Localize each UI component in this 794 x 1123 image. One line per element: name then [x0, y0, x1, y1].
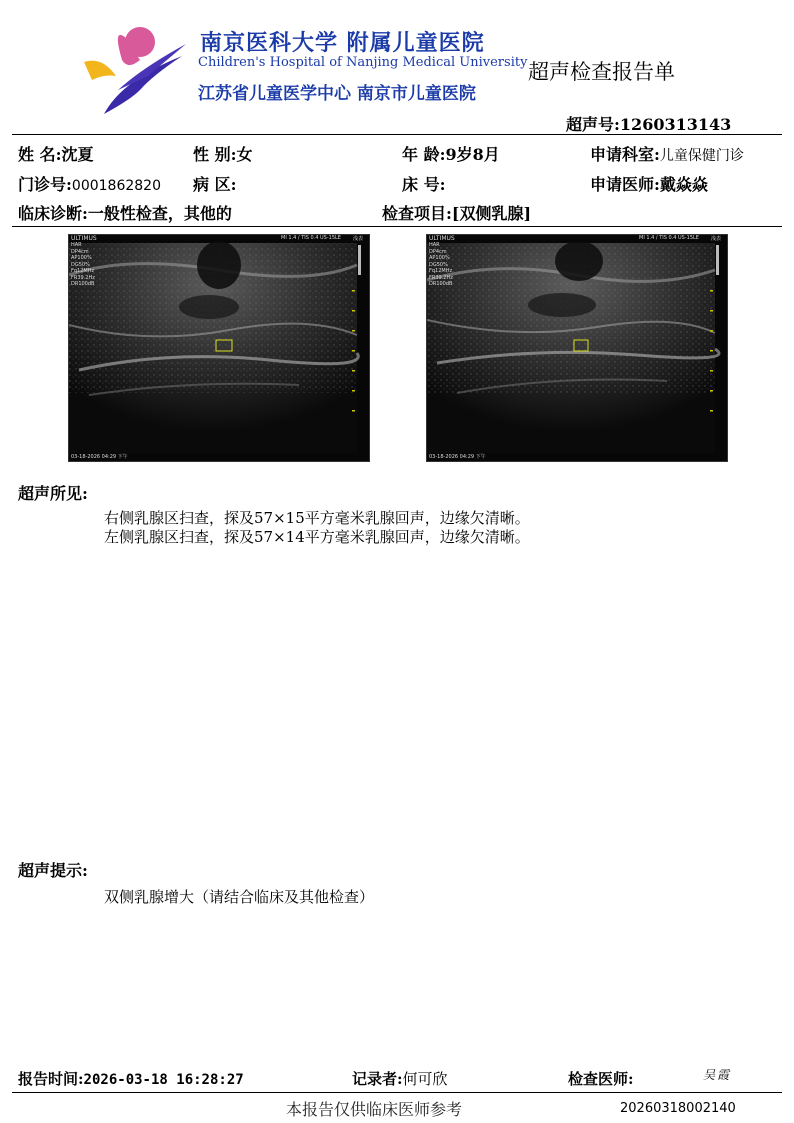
hospital-subtitle: 江苏省儿童医学中心 南京市儿童医院 — [198, 84, 476, 104]
ultrasound-brand: ULTIMUS — [71, 235, 97, 242]
report-time: 2026-03-18 16:28:27 — [83, 1072, 244, 1088]
examiner-label: 检查医师: — [568, 1070, 634, 1088]
param: DG50% — [71, 261, 90, 268]
report-time-field — [18, 1068, 244, 1089]
impression-title: 超声提示: — [18, 861, 88, 880]
ultrasound-top-info: MI 1.4 / TIS 0.4 US-15LE — [281, 235, 341, 241]
ultrasound-params — [429, 242, 453, 288]
ultrasound-scan-graphic — [427, 235, 727, 461]
patient-name: 沈夏 — [61, 145, 94, 164]
reference-note: 本报告仅供临床医师参考 — [286, 1100, 463, 1119]
request-dept-field — [590, 142, 744, 165]
clinic-number: 0001862820 — [71, 178, 161, 194]
param: DR100dB — [71, 281, 95, 287]
patient-age-field — [402, 142, 500, 165]
recorder-label: 记录者: — [352, 1070, 403, 1088]
ultrasound-top-info: MI 1.4 / TIS 0.4 US-15LE — [639, 235, 699, 241]
ultrasound-mode: 浅表 — [711, 236, 722, 242]
bed-field — [402, 172, 445, 195]
param: HAR — [429, 242, 440, 248]
ultrasound-image-left-breast — [426, 234, 728, 462]
request-dept: 儿童保健门诊 — [659, 148, 744, 164]
ward-field — [193, 172, 236, 195]
patient-name-field — [18, 142, 94, 165]
bed-label: 床 号: — [402, 175, 446, 194]
hospital-name-cn: 南京医科大学 附属儿童医院 — [200, 30, 485, 56]
patient-age-label: 年 龄: — [402, 145, 446, 164]
exam-number-label: 超声号: — [566, 115, 620, 134]
param: Fq12MHz — [429, 268, 453, 274]
hospital-logo — [82, 20, 192, 116]
patient-name-label: 姓 名: — [18, 145, 62, 164]
param: DP4cm — [429, 248, 447, 255]
exam-number — [566, 112, 731, 135]
exam-item-label: 检查项目: — [382, 204, 452, 223]
findings-title: 超声所见: — [18, 484, 88, 503]
ultrasound-timestamp: 03-18-2026 04:29 下午 — [429, 454, 486, 460]
patient-sex-label: 性 别: — [193, 145, 237, 164]
clinical-diagnosis: 一般性检查，其他的 — [87, 204, 232, 223]
request-doctor: 戴焱焱 — [659, 175, 708, 194]
param: DR100dB — [429, 281, 453, 287]
divider-top — [12, 134, 782, 135]
ultrasound-timestamp: 03-18-2026 04:29 下午 — [71, 454, 128, 460]
param: FR39.2Hz — [71, 274, 95, 281]
clinical-diagnosis-label: 临床诊断: — [18, 204, 88, 223]
clinical-diagnosis-field — [18, 201, 232, 224]
report-time-label: 报告时间: — [18, 1070, 84, 1088]
patient-sex-field — [193, 142, 253, 165]
recorder: 何可欣 — [402, 1070, 448, 1088]
finding-line-1: 右侧乳腺区扫查，探及57×15平方毫米乳腺回声，边缘欠清晰。 — [104, 509, 530, 527]
param: DP4cm — [71, 248, 89, 255]
request-doctor-field — [590, 172, 708, 195]
finding-line-2: 左侧乳腺区扫查，探及57×14平方毫米乳腺回声，边缘欠清晰。 — [104, 528, 530, 546]
exam-number-value: 1260313143 — [619, 115, 732, 134]
ward-label: 病 区: — [193, 175, 237, 194]
exam-item: [双侧乳腺] — [451, 204, 532, 223]
patient-age: 9岁8月 — [445, 145, 500, 164]
hospital-name-en: Children's Hospital of Nanjing Medical University — [198, 55, 528, 70]
report-code: 20260318002140 — [620, 1101, 736, 1116]
clinic-number-field — [18, 172, 161, 195]
divider-header — [12, 226, 782, 227]
report-title: 超声检查报告单 — [528, 60, 675, 84]
exam-item-field — [382, 201, 531, 224]
request-dept-label: 申请科室: — [590, 145, 660, 164]
recorder-field — [352, 1068, 448, 1089]
param: Fq12MHz — [71, 268, 95, 274]
param: DG50% — [429, 261, 448, 268]
param: AP100% — [429, 255, 450, 261]
param: FR39.2Hz — [429, 274, 453, 281]
divider-footer — [12, 1092, 782, 1093]
param: HAR — [71, 242, 82, 248]
request-doctor-label: 申请医师: — [590, 175, 660, 194]
patient-sex: 女 — [236, 145, 253, 164]
ultrasound-mode: 浅表 — [353, 236, 364, 242]
param: AP100% — [71, 255, 92, 261]
examiner-signature: 吴霞 — [703, 1068, 732, 1082]
ultrasound-brand: ULTIMUS — [429, 235, 455, 242]
clinic-number-label: 门诊号: — [18, 175, 72, 194]
impression-text: 双侧乳腺增大（请结合临床及其他检查） — [104, 888, 375, 906]
ultrasound-params — [71, 242, 95, 288]
ultrasound-image-right-breast — [68, 234, 370, 462]
ultrasound-scan-graphic — [69, 235, 369, 461]
